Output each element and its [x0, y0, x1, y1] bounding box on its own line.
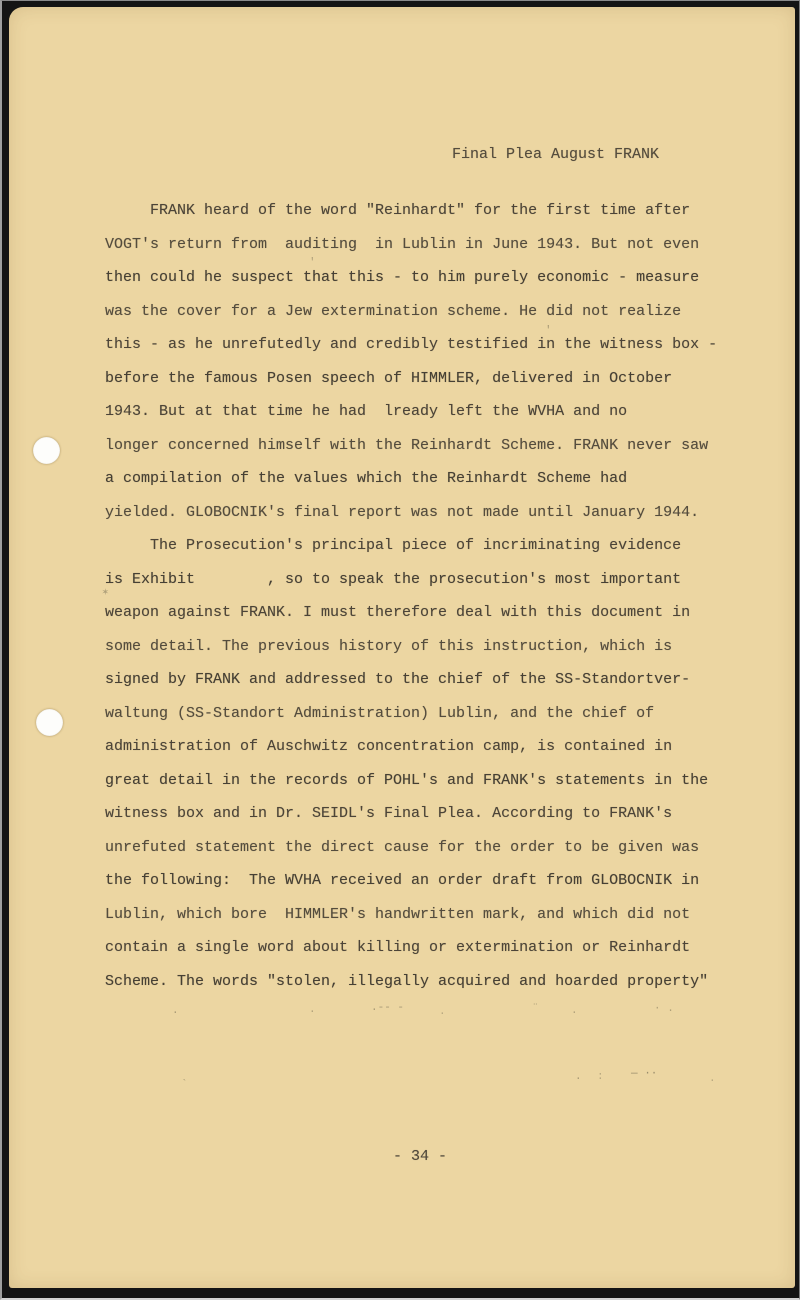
hole-punch [33, 437, 60, 464]
text-line: this - as he unrefutedly and credibly testified in the witness box - [105, 336, 718, 353]
scan-speck: .-- - [371, 1002, 405, 1014]
scan-speck: . [309, 1004, 316, 1016]
scan-speck: ' [545, 325, 552, 337]
scan-speck: . [571, 1005, 578, 1017]
scan-speck: . [709, 1073, 716, 1085]
scan-speck: . [439, 1006, 446, 1018]
typewritten-text-layer [9, 7, 795, 1288]
text-line: Scheme. The words "stolen, illegally acquired and hoarded property" [105, 972, 709, 990]
scan-speck: . [575, 1071, 582, 1083]
paper-sheet [9, 7, 795, 1288]
text-line: contain a single word about killing or extermination or Reinhardt [105, 939, 691, 956]
text-line: yielded. GLOBOCNIK's final report was not made until January 1944. [105, 503, 700, 521]
scan-speck: ` [181, 1079, 188, 1091]
hole-punch [36, 709, 63, 736]
text-line: a compilation of the values which the Reinhardt Scheme had [105, 470, 628, 487]
text-line: Lublin, which bore HIMMLER's handwritten mark, and which did not [105, 905, 691, 923]
scan-speck: . [172, 1005, 179, 1017]
text-line: unrefuted statement the direct cause for the order to be given was [105, 838, 700, 856]
text-line: was the cover for a Jew extermination scheme. He did not realize [105, 302, 682, 320]
text-line: then could he suspect that this - to him purely economic - measure [105, 269, 700, 286]
scan-speck: : [597, 1071, 604, 1083]
text-line: some detail. The previous history of this instruction, which is [105, 637, 673, 655]
page-number: - 34 - [393, 1148, 448, 1165]
text-line: weapon against FRANK. I must therefore deal with this document in [105, 604, 691, 621]
scan-speck: ¨ [532, 1003, 539, 1015]
text-line: before the famous Posen speech of HIMMLER, delivered in October [105, 369, 673, 387]
text-line: is Exhibit , so to speak the prosecution's most important [105, 570, 682, 588]
document-header: Final Plea August FRANK [452, 146, 660, 163]
text-line: witness box and in Dr. SEIDL's Final Plea. According to FRANK's [105, 805, 673, 822]
scan-speck: — ·· [631, 1068, 658, 1080]
text-line: administration of Auschwitz concentration camp, is contained in [105, 738, 673, 755]
text-line: The Prosecution's principal piece of incriminating evidence [105, 537, 682, 554]
scan-speck: ✶ [102, 587, 109, 599]
text-line: the following: The WVHA received an order draft from GLOBOCNIK in [105, 872, 700, 889]
scan-speck: · . [654, 1003, 674, 1015]
text-line: signed by FRANK and addressed to the chief of the SS-Standortver- [105, 671, 691, 688]
text-line: 1943. But at that time he had lready left the WVHA and no [105, 403, 628, 420]
text-line: FRANK heard of the word "Reinhardt" for the first time after [105, 202, 691, 219]
document-body [105, 194, 745, 998]
scan-speck: ' [309, 257, 316, 269]
text-line: longer concerned himself with the Reinhardt Scheme. FRANK never saw [105, 436, 709, 454]
text-line: great detail in the records of POHL's and FRANK's statements in the [105, 771, 709, 789]
text-line: VOGT's return from auditing in Lublin in June 1943. But not even [105, 235, 700, 253]
text-line: waltung (SS-Standort Administration) Lublin, and the chief of [105, 704, 655, 722]
